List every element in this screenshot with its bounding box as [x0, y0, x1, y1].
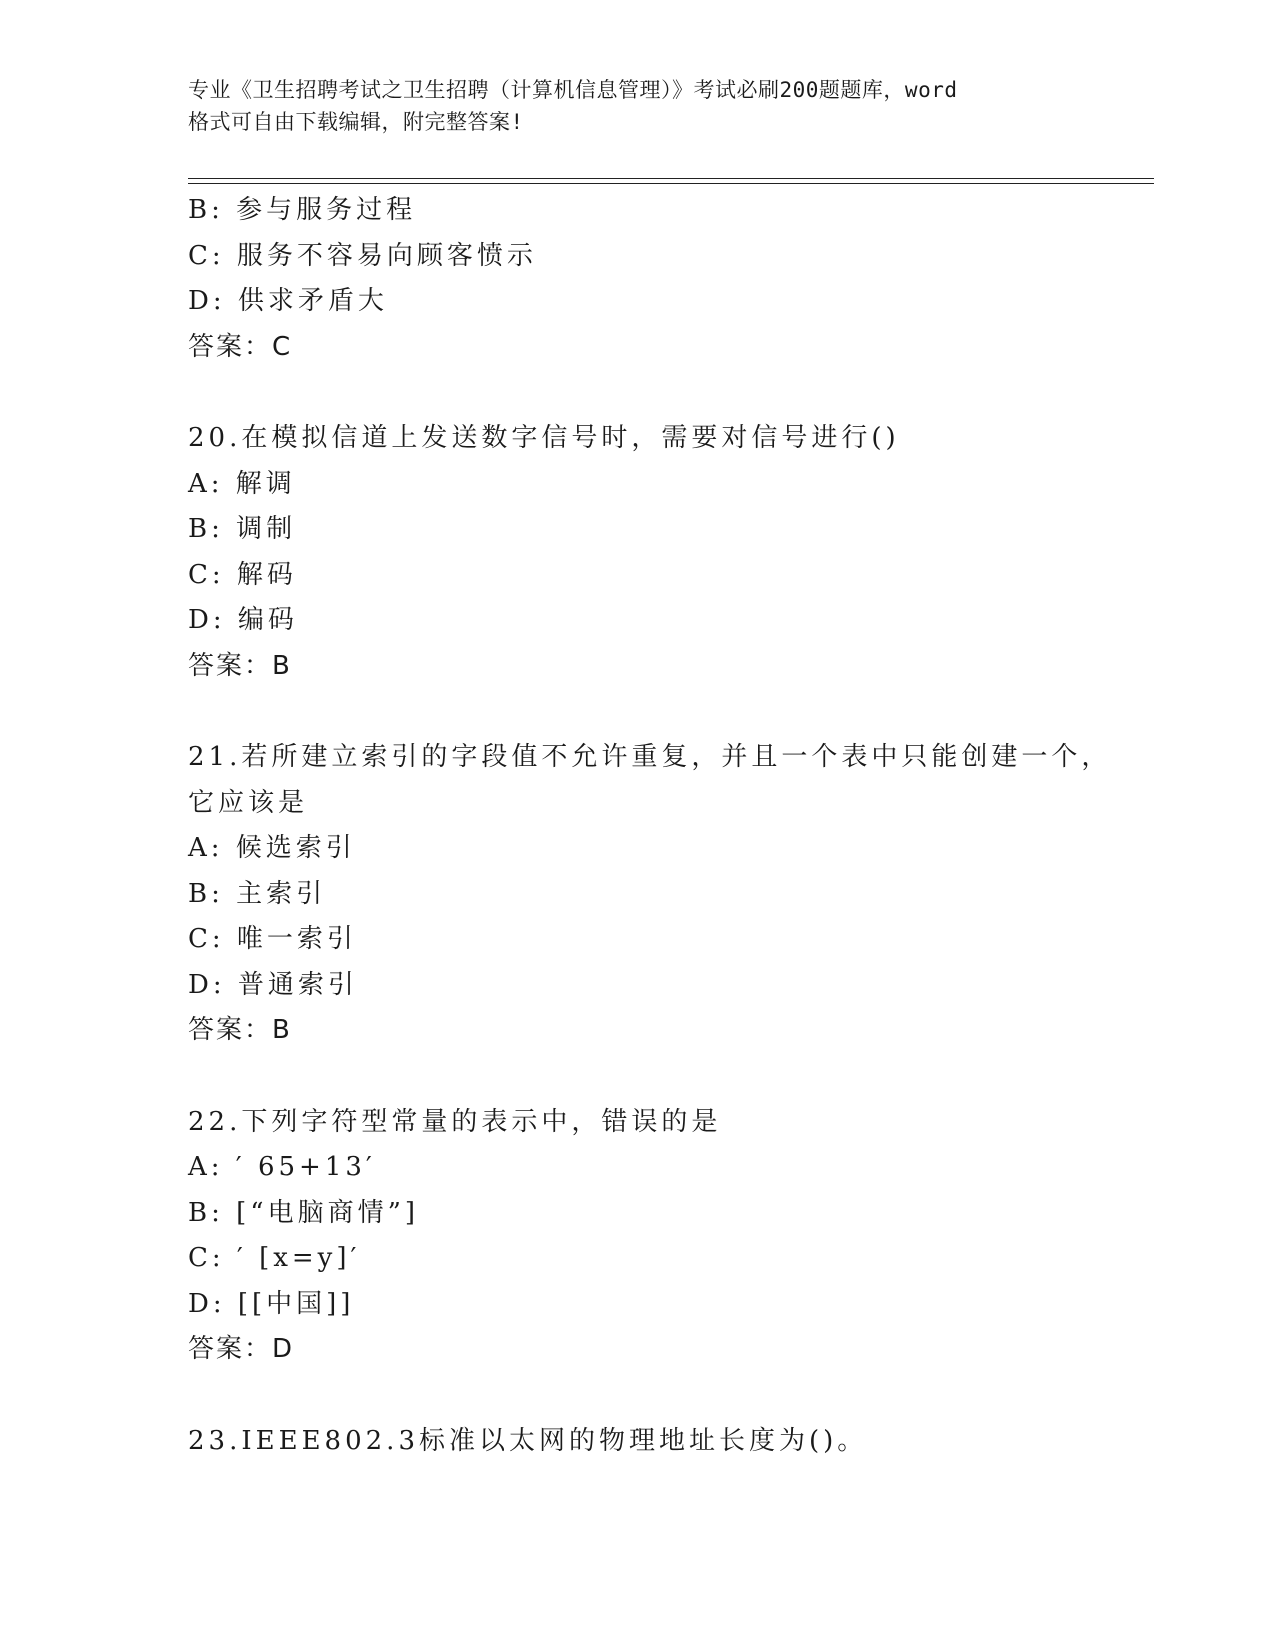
- question-text: 21.若所建立索引的字段值不允许重复，并且一个表中只能创建一个，: [188, 742, 1112, 772]
- question-text-continued: 它应该是: [188, 787, 309, 818]
- header-divider-top: [188, 178, 1154, 179]
- option-d: D: [[中国]]: [188, 1288, 355, 1319]
- option-d: D: 编码: [188, 605, 298, 635]
- option-a: A: 解调: [188, 468, 296, 499]
- option-a: A: ′ 65+13′: [188, 1152, 376, 1182]
- answer-line: 答案：B: [188, 650, 292, 681]
- answer-line: 答案：D: [188, 1334, 295, 1364]
- option-a: A: 候选索引: [188, 833, 356, 863]
- question-text: 23.IEEE802.3标准以太网的物理地址长度为()。: [188, 1425, 868, 1456]
- document-header: [188, 74, 1088, 138]
- option-b: B: 参与服务过程: [188, 195, 417, 225]
- option-c: C: ′ [x=y]′: [188, 1243, 361, 1273]
- spacer: [188, 1054, 1154, 1100]
- question-list: [188, 188, 1154, 1464]
- spacer: [188, 1373, 1154, 1419]
- option-d: D: 普通索引: [188, 969, 358, 1000]
- option-c: C: 服务不容易向顾客愤示: [188, 240, 537, 271]
- question-20: [188, 416, 1154, 689]
- header-title-line-2: 格式可自由下载编辑，附完整答案!: [188, 110, 524, 134]
- question-23: [188, 1419, 1154, 1465]
- answer-line: 答案：B: [188, 1015, 292, 1045]
- option-b: B: [“电脑商情”]: [188, 1197, 420, 1228]
- spacer: [188, 689, 1154, 735]
- option-c: C: 唯一索引: [188, 924, 357, 954]
- option-b: B: 主索引: [188, 878, 327, 909]
- question-22: [188, 1100, 1154, 1373]
- header-title-line-1: 专业《卫生招聘考试之卫生招聘（计算机信息管理）》考试必刷200题题库，word: [188, 78, 958, 102]
- question-text: 20.在模拟信道上发送数字信号时，需要对信号进行(): [188, 423, 900, 453]
- option-c: C: 解码: [188, 559, 297, 590]
- option-d: D: 供求矛盾大: [188, 286, 388, 316]
- question-text: 22.下列字符型常量的表示中，错误的是: [188, 1106, 722, 1137]
- answer-line: 答案：C: [188, 331, 293, 362]
- header-divider-bottom: [188, 183, 1154, 184]
- question-21: [188, 735, 1154, 1054]
- option-b: B: 调制: [188, 514, 297, 544]
- spacer: [188, 370, 1154, 416]
- question-19-continued: [188, 188, 1154, 370]
